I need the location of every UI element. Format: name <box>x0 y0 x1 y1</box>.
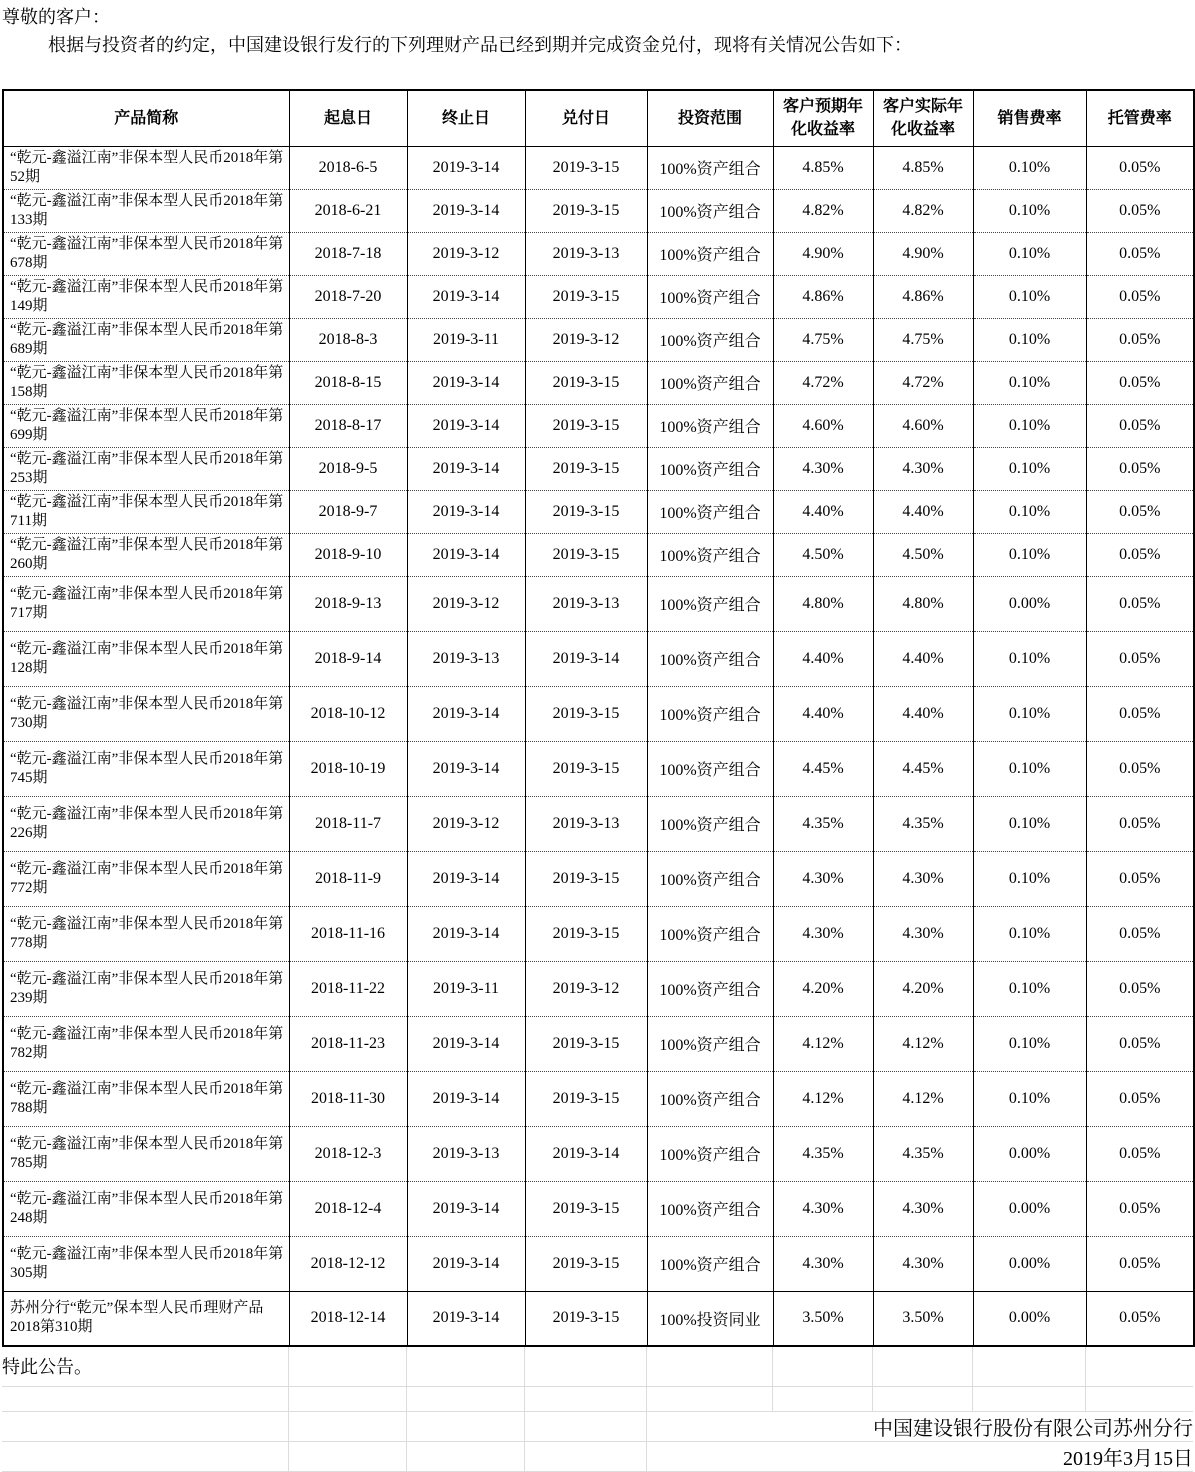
sales-fee-cell: 0.00% <box>973 1291 1086 1346</box>
scope-cell: 100%资产组合 <box>647 189 773 232</box>
scope-cell: 100%投资同业 <box>647 1291 773 1346</box>
scope-cell: 100%资产组合 <box>647 490 773 533</box>
grid-cell <box>1085 1386 1193 1411</box>
actual-yield-cell: 4.12% <box>873 1016 973 1071</box>
payment-date-cell: 2019-3-15 <box>525 686 647 741</box>
table-row <box>3 1291 1194 1346</box>
end-date-cell: 2019-3-14 <box>407 533 525 576</box>
custody-fee-cell: 0.05% <box>1086 404 1194 447</box>
actual-yield-cell: 4.30% <box>873 851 973 906</box>
end-date-cell: 2019-3-14 <box>407 146 525 189</box>
sales-fee-cell: 0.10% <box>973 533 1086 576</box>
scope-cell: 100%资产组合 <box>647 404 773 447</box>
product-name-cell: “乾元-鑫溢江南”非保本型人民币2018年第149期 <box>3 275 289 318</box>
payment-date-cell: 2019-3-15 <box>525 490 647 533</box>
sales-fee-cell: 0.10% <box>973 1016 1086 1071</box>
closing-statement-row <box>2 1347 1193 1386</box>
actual-yield-cell: 4.20% <box>873 961 973 1016</box>
grid-cell <box>524 1386 646 1411</box>
end-date-cell: 2019-3-14 <box>407 1071 525 1126</box>
expected-yield-cell: 4.30% <box>773 447 873 490</box>
value-date-cell: 2018-11-7 <box>289 796 407 851</box>
expected-yield-cell: 4.50% <box>773 533 873 576</box>
announcement-date: 2019年3月15日 <box>646 1441 1193 1471</box>
sales-fee-cell: 0.10% <box>973 741 1086 796</box>
sales-fee-cell: 0.00% <box>973 1181 1086 1236</box>
payment-date-cell: 2019-3-15 <box>525 1181 647 1236</box>
actual-yield-cell: 4.40% <box>873 686 973 741</box>
payment-date-cell: 2019-3-14 <box>525 631 647 686</box>
custody-fee-cell: 0.05% <box>1086 275 1194 318</box>
grid-cell <box>288 1411 406 1441</box>
value-date-cell: 2018-8-15 <box>289 361 407 404</box>
sales-fee-cell: 0.10% <box>973 189 1086 232</box>
expected-yield-cell: 4.30% <box>773 1181 873 1236</box>
value-date-cell: 2018-9-10 <box>289 533 407 576</box>
value-date-cell: 2018-9-5 <box>289 447 407 490</box>
grid-cell <box>406 1386 524 1411</box>
value-date-cell: 2018-11-30 <box>289 1071 407 1126</box>
payment-date-cell: 2019-3-14 <box>525 1126 647 1181</box>
table-row <box>3 961 1194 1016</box>
custody-fee-cell: 0.05% <box>1086 1181 1194 1236</box>
scope-cell: 100%资产组合 <box>647 741 773 796</box>
expected-yield-cell: 4.60% <box>773 404 873 447</box>
table-row <box>3 576 1194 631</box>
product-name-cell: “乾元-鑫溢江南”非保本型人民币2018年第260期 <box>3 533 289 576</box>
end-date-cell: 2019-3-12 <box>407 796 525 851</box>
scope-cell: 100%资产组合 <box>647 232 773 275</box>
value-date-cell: 2018-8-17 <box>289 404 407 447</box>
end-date-cell: 2019-3-14 <box>407 490 525 533</box>
actual-yield-cell: 4.40% <box>873 490 973 533</box>
custody-fee-cell: 0.05% <box>1086 631 1194 686</box>
actual-yield-cell: 4.30% <box>873 906 973 961</box>
table-row <box>3 447 1194 490</box>
expected-yield-cell: 3.50% <box>773 1291 873 1346</box>
end-date-cell: 2019-3-14 <box>407 906 525 961</box>
grid-cell <box>288 1347 406 1386</box>
closing-statement: 特此公告。 <box>2 1347 288 1386</box>
custody-fee-cell: 0.05% <box>1086 1291 1194 1346</box>
expected-yield-cell: 4.12% <box>773 1016 873 1071</box>
scope-cell: 100%资产组合 <box>647 1016 773 1071</box>
product-name-cell: “乾元-鑫溢江南”非保本型人民币2018年第699期 <box>3 404 289 447</box>
product-name-cell: “乾元-鑫溢江南”非保本型人民币2018年第782期 <box>3 1016 289 1071</box>
table-row <box>3 490 1194 533</box>
payment-date-cell: 2019-3-15 <box>525 851 647 906</box>
salutation: 尊敬的客户： <box>2 7 110 27</box>
sales-fee-cell: 0.00% <box>973 576 1086 631</box>
custody-fee-cell: 0.05% <box>1086 490 1194 533</box>
product-name-cell: “乾元-鑫溢江南”非保本型人民币2018年第745期 <box>3 741 289 796</box>
product-name-cell: “乾元-鑫溢江南”非保本型人民币2018年第689期 <box>3 318 289 361</box>
value-date-cell: 2018-9-14 <box>289 631 407 686</box>
value-date-cell: 2018-10-19 <box>289 741 407 796</box>
value-date-cell: 2018-12-14 <box>289 1291 407 1346</box>
grid-cell <box>972 1386 1085 1411</box>
announcement-date-row <box>2 1441 1193 1471</box>
actual-yield-cell: 4.50% <box>873 533 973 576</box>
product-name-cell: “乾元-鑫溢江南”非保本型人民币2018年第788期 <box>3 1071 289 1126</box>
expected-yield-cell: 4.20% <box>773 961 873 1016</box>
payment-date-cell: 2019-3-15 <box>525 146 647 189</box>
table-row <box>3 404 1194 447</box>
end-date-cell: 2019-3-13 <box>407 1126 525 1181</box>
end-date-cell: 2019-3-14 <box>407 1236 525 1291</box>
actual-yield-cell: 3.50% <box>873 1291 973 1346</box>
payment-date-cell: 2019-3-15 <box>525 361 647 404</box>
issuer-row <box>2 1411 1193 1441</box>
expected-yield-cell: 4.82% <box>773 189 873 232</box>
grid-cell <box>1085 1347 1193 1386</box>
value-date-cell: 2018-11-22 <box>289 961 407 1016</box>
grid-cell <box>524 1411 646 1441</box>
grid-cell <box>772 1347 872 1386</box>
product-name-cell: “乾元-鑫溢江南”非保本型人民币2018年第717期 <box>3 576 289 631</box>
intro-section <box>0 0 1195 59</box>
value-date-cell: 2018-12-4 <box>289 1181 407 1236</box>
actual-yield-cell: 4.60% <box>873 404 973 447</box>
end-date-cell: 2019-3-12 <box>407 232 525 275</box>
product-name-cell: “乾元-鑫溢江南”非保本型人民币2018年第730期 <box>3 686 289 741</box>
empty-grid-row <box>2 1386 1193 1411</box>
payment-date-cell: 2019-3-15 <box>525 189 647 232</box>
custody-fee-cell: 0.05% <box>1086 796 1194 851</box>
custody-fee-cell: 0.05% <box>1086 741 1194 796</box>
sales-fee-cell: 0.10% <box>973 146 1086 189</box>
value-date-cell: 2018-6-21 <box>289 189 407 232</box>
grid-cell <box>872 1386 972 1411</box>
product-name-cell: “乾元-鑫溢江南”非保本型人民币2018年第305期 <box>3 1236 289 1291</box>
grid-cell <box>288 1441 406 1471</box>
sales-fee-cell: 0.10% <box>973 447 1086 490</box>
custody-fee-cell: 0.05% <box>1086 961 1194 1016</box>
table-row <box>3 796 1194 851</box>
value-date-cell: 2018-12-3 <box>289 1126 407 1181</box>
end-date-cell: 2019-3-14 <box>407 404 525 447</box>
payment-date-cell: 2019-3-15 <box>525 1236 647 1291</box>
actual-yield-cell: 4.90% <box>873 232 973 275</box>
payment-date-cell: 2019-3-15 <box>525 533 647 576</box>
value-date-cell: 2018-11-9 <box>289 851 407 906</box>
sales-fee-cell: 0.10% <box>973 318 1086 361</box>
grid-cell <box>524 1441 646 1471</box>
custody-fee-cell: 0.05% <box>1086 447 1194 490</box>
grid-cell <box>772 1386 872 1411</box>
actual-yield-cell: 4.35% <box>873 1126 973 1181</box>
custody-fee-cell: 0.05% <box>1086 189 1194 232</box>
custody-fee-cell: 0.05% <box>1086 906 1194 961</box>
payment-date-cell: 2019-3-12 <box>525 318 647 361</box>
product-name-cell: “乾元-鑫溢江南”非保本型人民币2018年第772期 <box>3 851 289 906</box>
payment-date-cell: 2019-3-12 <box>525 961 647 1016</box>
table-row <box>3 318 1194 361</box>
grid-cell <box>406 1347 524 1386</box>
scope-cell: 100%资产组合 <box>647 576 773 631</box>
payment-date-cell: 2019-3-13 <box>525 796 647 851</box>
custody-fee-cell: 0.05% <box>1086 318 1194 361</box>
scope-cell: 100%资产组合 <box>647 447 773 490</box>
value-date-cell: 2018-12-12 <box>289 1236 407 1291</box>
table-row <box>3 232 1194 275</box>
sales-fee-cell: 0.00% <box>973 1236 1086 1291</box>
scope-cell: 100%资产组合 <box>647 533 773 576</box>
table-row <box>3 146 1194 189</box>
actual-yield-cell: 4.75% <box>873 318 973 361</box>
sales-fee-cell: 0.10% <box>973 361 1086 404</box>
table-row <box>3 851 1194 906</box>
table-row <box>3 741 1194 796</box>
actual-yield-cell: 4.80% <box>873 576 973 631</box>
product-name-cell: “乾元-鑫溢江南”非保本型人民币2018年第52期 <box>3 146 289 189</box>
expected-yield-cell: 4.80% <box>773 576 873 631</box>
actual-yield-cell: 4.72% <box>873 361 973 404</box>
payment-date-cell: 2019-3-15 <box>525 1291 647 1346</box>
table-row <box>3 1181 1194 1236</box>
table-row <box>3 361 1194 404</box>
col-header-product-name: 产品简称 <box>3 90 289 146</box>
value-date-cell: 2018-8-3 <box>289 318 407 361</box>
products-table <box>2 89 1195 1347</box>
grid-cell <box>406 1411 524 1441</box>
custody-fee-cell: 0.05% <box>1086 1071 1194 1126</box>
end-date-cell: 2019-3-14 <box>407 275 525 318</box>
payment-date-cell: 2019-3-15 <box>525 275 647 318</box>
end-date-cell: 2019-3-14 <box>407 741 525 796</box>
value-date-cell: 2018-7-20 <box>289 275 407 318</box>
custody-fee-cell: 0.05% <box>1086 533 1194 576</box>
sales-fee-cell: 0.10% <box>973 851 1086 906</box>
value-date-cell: 2018-6-5 <box>289 146 407 189</box>
product-name-cell: “乾元-鑫溢江南”非保本型人民币2018年第158期 <box>3 361 289 404</box>
table-row <box>3 189 1194 232</box>
expected-yield-cell: 4.35% <box>773 796 873 851</box>
end-date-cell: 2019-3-14 <box>407 851 525 906</box>
sales-fee-cell: 0.10% <box>973 796 1086 851</box>
product-name-cell: “乾元-鑫溢江南”非保本型人民币2018年第678期 <box>3 232 289 275</box>
custody-fee-cell: 0.05% <box>1086 146 1194 189</box>
custody-fee-cell: 0.05% <box>1086 851 1194 906</box>
sales-fee-cell: 0.10% <box>973 906 1086 961</box>
table-row <box>3 686 1194 741</box>
payment-date-cell: 2019-3-15 <box>525 906 647 961</box>
intro-text: 根据与投资者的约定，中国建设银行发行的下列理财产品已经到期并完成资金兑付，现将有关情况公告如下： <box>48 35 912 55</box>
value-date-cell: 2018-11-16 <box>289 906 407 961</box>
end-date-cell: 2019-3-14 <box>407 189 525 232</box>
product-name-cell: “乾元-鑫溢江南”非保本型人民币2018年第778期 <box>3 906 289 961</box>
actual-yield-cell: 4.85% <box>873 146 973 189</box>
expected-yield-cell: 4.90% <box>773 232 873 275</box>
scope-cell: 100%资产组合 <box>647 686 773 741</box>
table-row <box>3 275 1194 318</box>
scope-cell: 100%资产组合 <box>647 1071 773 1126</box>
actual-yield-cell: 4.45% <box>873 741 973 796</box>
payment-date-cell: 2019-3-15 <box>525 447 647 490</box>
value-date-cell: 2018-7-18 <box>289 232 407 275</box>
product-name-cell: “乾元-鑫溢江南”非保本型人民币2018年第253期 <box>3 447 289 490</box>
end-date-cell: 2019-3-14 <box>407 361 525 404</box>
sales-fee-cell: 0.00% <box>973 1126 1086 1181</box>
actual-yield-cell: 4.30% <box>873 447 973 490</box>
product-name-cell: “乾元-鑫溢江南”非保本型人民币2018年第239期 <box>3 961 289 1016</box>
col-header-investment-scope: 投资范围 <box>647 90 773 146</box>
sales-fee-cell: 0.10% <box>973 490 1086 533</box>
payment-date-cell: 2019-3-13 <box>525 576 647 631</box>
scope-cell: 100%资产组合 <box>647 851 773 906</box>
sales-fee-cell: 0.10% <box>973 275 1086 318</box>
expected-yield-cell: 4.30% <box>773 851 873 906</box>
grid-cell <box>872 1347 972 1386</box>
actual-yield-cell: 4.30% <box>873 1236 973 1291</box>
custody-fee-cell: 0.05% <box>1086 1016 1194 1071</box>
scope-cell: 100%资产组合 <box>647 318 773 361</box>
end-date-cell: 2019-3-14 <box>407 447 525 490</box>
value-date-cell: 2018-9-13 <box>289 576 407 631</box>
expected-yield-cell: 4.40% <box>773 631 873 686</box>
col-header-expected-yield: 客户预期年化收益率 <box>773 90 873 146</box>
value-date-cell: 2018-11-23 <box>289 1016 407 1071</box>
expected-yield-cell: 4.30% <box>773 1236 873 1291</box>
table-row <box>3 1071 1194 1126</box>
scope-cell: 100%资产组合 <box>647 361 773 404</box>
scope-cell: 100%资产组合 <box>647 1236 773 1291</box>
payment-date-cell: 2019-3-15 <box>525 1071 647 1126</box>
grid-cell <box>524 1347 646 1386</box>
col-header-value-date: 起息日 <box>289 90 407 146</box>
expected-yield-cell: 4.85% <box>773 146 873 189</box>
actual-yield-cell: 4.82% <box>873 189 973 232</box>
col-header-actual-yield: 客户实际年化收益率 <box>873 90 973 146</box>
sales-fee-cell: 0.10% <box>973 232 1086 275</box>
expected-yield-cell: 4.35% <box>773 1126 873 1181</box>
grid-cell <box>406 1441 524 1471</box>
custody-fee-cell: 0.05% <box>1086 1236 1194 1291</box>
custody-fee-cell: 0.05% <box>1086 232 1194 275</box>
grid-cell <box>2 1386 288 1411</box>
expected-yield-cell: 4.40% <box>773 686 873 741</box>
scope-cell: 100%资产组合 <box>647 1126 773 1181</box>
end-date-cell: 2019-3-11 <box>407 961 525 1016</box>
scope-cell: 100%资产组合 <box>647 796 773 851</box>
value-date-cell: 2018-10-12 <box>289 686 407 741</box>
col-header-payment-date: 兑付日 <box>525 90 647 146</box>
product-name-cell: 苏州分行“乾元”保本型人民币理财产品2018第310期 <box>3 1291 289 1346</box>
product-name-cell: “乾元-鑫溢江南”非保本型人民币2018年第226期 <box>3 796 289 851</box>
product-name-cell: “乾元-鑫溢江南”非保本型人民币2018年第785期 <box>3 1126 289 1181</box>
product-name-cell: “乾元-鑫溢江南”非保本型人民币2018年第128期 <box>3 631 289 686</box>
col-header-sales-fee: 销售费率 <box>973 90 1086 146</box>
expected-yield-cell: 4.40% <box>773 490 873 533</box>
end-date-cell: 2019-3-14 <box>407 686 525 741</box>
actual-yield-cell: 4.86% <box>873 275 973 318</box>
sales-fee-cell: 0.10% <box>973 631 1086 686</box>
table-row <box>3 1236 1194 1291</box>
payment-date-cell: 2019-3-15 <box>525 741 647 796</box>
custody-fee-cell: 0.05% <box>1086 576 1194 631</box>
end-date-cell: 2019-3-12 <box>407 576 525 631</box>
col-header-end-date: 终止日 <box>407 90 525 146</box>
sales-fee-cell: 0.10% <box>973 404 1086 447</box>
end-date-cell: 2019-3-13 <box>407 631 525 686</box>
end-date-cell: 2019-3-14 <box>407 1181 525 1236</box>
scope-cell: 100%资产组合 <box>647 961 773 1016</box>
payment-date-cell: 2019-3-13 <box>525 232 647 275</box>
custody-fee-cell: 0.05% <box>1086 361 1194 404</box>
expected-yield-cell: 4.45% <box>773 741 873 796</box>
expected-yield-cell: 4.75% <box>773 318 873 361</box>
grid-cell <box>972 1347 1085 1386</box>
end-date-cell: 2019-3-14 <box>407 1016 525 1071</box>
table-row <box>3 533 1194 576</box>
table-header-row <box>3 90 1194 146</box>
grid-cell <box>2 1411 288 1441</box>
expected-yield-cell: 4.30% <box>773 906 873 961</box>
grid-cell <box>646 1347 772 1386</box>
actual-yield-cell: 4.30% <box>873 1181 973 1236</box>
grid-cell <box>646 1386 772 1411</box>
expected-yield-cell: 4.72% <box>773 361 873 404</box>
value-date-cell: 2018-9-7 <box>289 490 407 533</box>
grid-cell <box>2 1441 288 1471</box>
expected-yield-cell: 4.86% <box>773 275 873 318</box>
expected-yield-cell: 4.12% <box>773 1071 873 1126</box>
payment-date-cell: 2019-3-15 <box>525 1016 647 1071</box>
payment-date-cell: 2019-3-15 <box>525 404 647 447</box>
custody-fee-cell: 0.05% <box>1086 686 1194 741</box>
table-row <box>3 906 1194 961</box>
scope-cell: 100%资产组合 <box>647 1181 773 1236</box>
grid-cell <box>288 1386 406 1411</box>
scope-cell: 100%资产组合 <box>647 906 773 961</box>
end-date-cell: 2019-3-11 <box>407 318 525 361</box>
sales-fee-cell: 0.10% <box>973 961 1086 1016</box>
issuer-name: 中国建设银行股份有限公司苏州分行 <box>646 1411 1193 1441</box>
footer-grid <box>2 1347 1193 1472</box>
table-row <box>3 1126 1194 1181</box>
product-name-cell: “乾元-鑫溢江南”非保本型人民币2018年第133期 <box>3 189 289 232</box>
actual-yield-cell: 4.12% <box>873 1071 973 1126</box>
scope-cell: 100%资产组合 <box>647 146 773 189</box>
scope-cell: 100%资产组合 <box>647 275 773 318</box>
table-row <box>3 1016 1194 1071</box>
sales-fee-cell: 0.10% <box>973 686 1086 741</box>
actual-yield-cell: 4.40% <box>873 631 973 686</box>
scope-cell: 100%资产组合 <box>647 631 773 686</box>
product-name-cell: “乾元-鑫溢江南”非保本型人民币2018年第711期 <box>3 490 289 533</box>
col-header-custody-fee: 托管费率 <box>1086 90 1194 146</box>
table-row <box>3 631 1194 686</box>
end-date-cell: 2019-3-14 <box>407 1291 525 1346</box>
sales-fee-cell: 0.10% <box>973 1071 1086 1126</box>
custody-fee-cell: 0.05% <box>1086 1126 1194 1181</box>
product-name-cell: “乾元-鑫溢江南”非保本型人民币2018年第248期 <box>3 1181 289 1236</box>
actual-yield-cell: 4.35% <box>873 796 973 851</box>
